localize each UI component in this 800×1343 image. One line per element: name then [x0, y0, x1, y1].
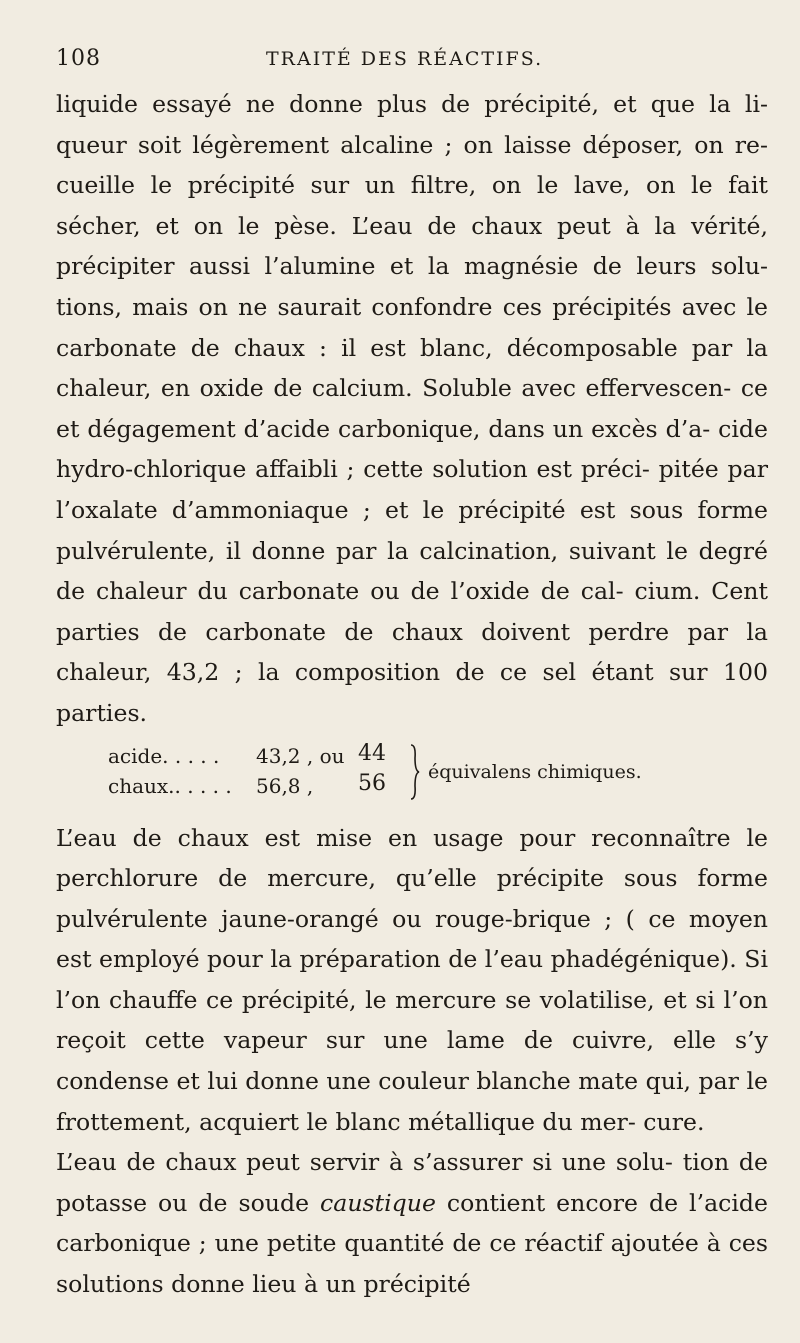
paragraph-3-end: contient encore de l’acide carbonique ; une petite quantité de ce réactif ajoutée à ces solutions donne lieu à un précipité	[56, 1188, 768, 1299]
paragraph-3	[56, 1142, 768, 1304]
composition-row-acid	[108, 742, 345, 770]
page-body	[56, 84, 768, 1305]
row-label: chaux.. . . . .	[108, 773, 232, 798]
running-title: TRAITÉ DES RÉACTIFS.	[266, 48, 544, 70]
paragraph-1: liquide essayé ne donne plus de précipité, et que la li- queur soit légèrement alcaline ; on laisse déposer, on re- cueille le précipité sur un filtre, on le lave, on le fait sécher, et on le pèse. L’eau de chaux peut à la vérité, précipiter aussi l’alumine et la magnésie de leurs solu- tions, mais on ne saurait confondre ces précipités avec le carbonate de chaux : il est blanc, décomposable par la chaleur, en oxide de calcium. Soluble avec effervescen- ce et dégagement d’acide carbonique, dans un excès d’a- cide hydro-chlorique affaibli ; cette solution est préci- pitée par l’oxalate d’ammoniaque ; et le précipité est sous forme pulvérulente, il donne par la calcination, suivant le degré de chaleur du carbonate ou de l’oxide de cal- cium. Cent parties de carbonate de chaux doivent perdre par la chaleur, 43,2 ; la composition de ce sel étant sur 100 parties.	[56, 90, 768, 727]
equivalents-label: équivalens chimiques.	[428, 760, 642, 783]
running-header	[56, 46, 756, 76]
composition-row-lime	[108, 772, 313, 800]
curly-brace-icon	[410, 744, 420, 800]
row-equivalent: 44	[358, 740, 386, 766]
italic-term: caustique	[320, 1188, 436, 1217]
paragraph-3-start: L’eau de chaux peut servir à s’assurer si une solu- tion de potasse ou de soude	[56, 1148, 768, 1217]
paragraph-2: L’eau de chaux est mise en usage pour reconnaître le perchlorure de mercure, qu’elle précipite sous forme pulvérulente jaune-orangé ou rouge-brique ; ( ce moyen est employé pour la préparation de l’eau phadégénique). Si l’on chauffe ce précipité, le mercure se volatilise, et si l’on reçoit cette vapeur sur une lame de cuivre, elle s’y condense et lui donne une couleur blanche mate qui, par le frottement, acquiert le blanc métallique du mer- cure.	[56, 823, 768, 1136]
row-value: 43,2 , ou	[256, 743, 345, 768]
row-value: 56,8 ,	[256, 773, 314, 798]
composition-table	[56, 740, 768, 810]
row-equivalent: 56	[358, 770, 386, 796]
page-number: 108	[56, 46, 101, 71]
row-label: acide. . . . .	[108, 743, 220, 768]
